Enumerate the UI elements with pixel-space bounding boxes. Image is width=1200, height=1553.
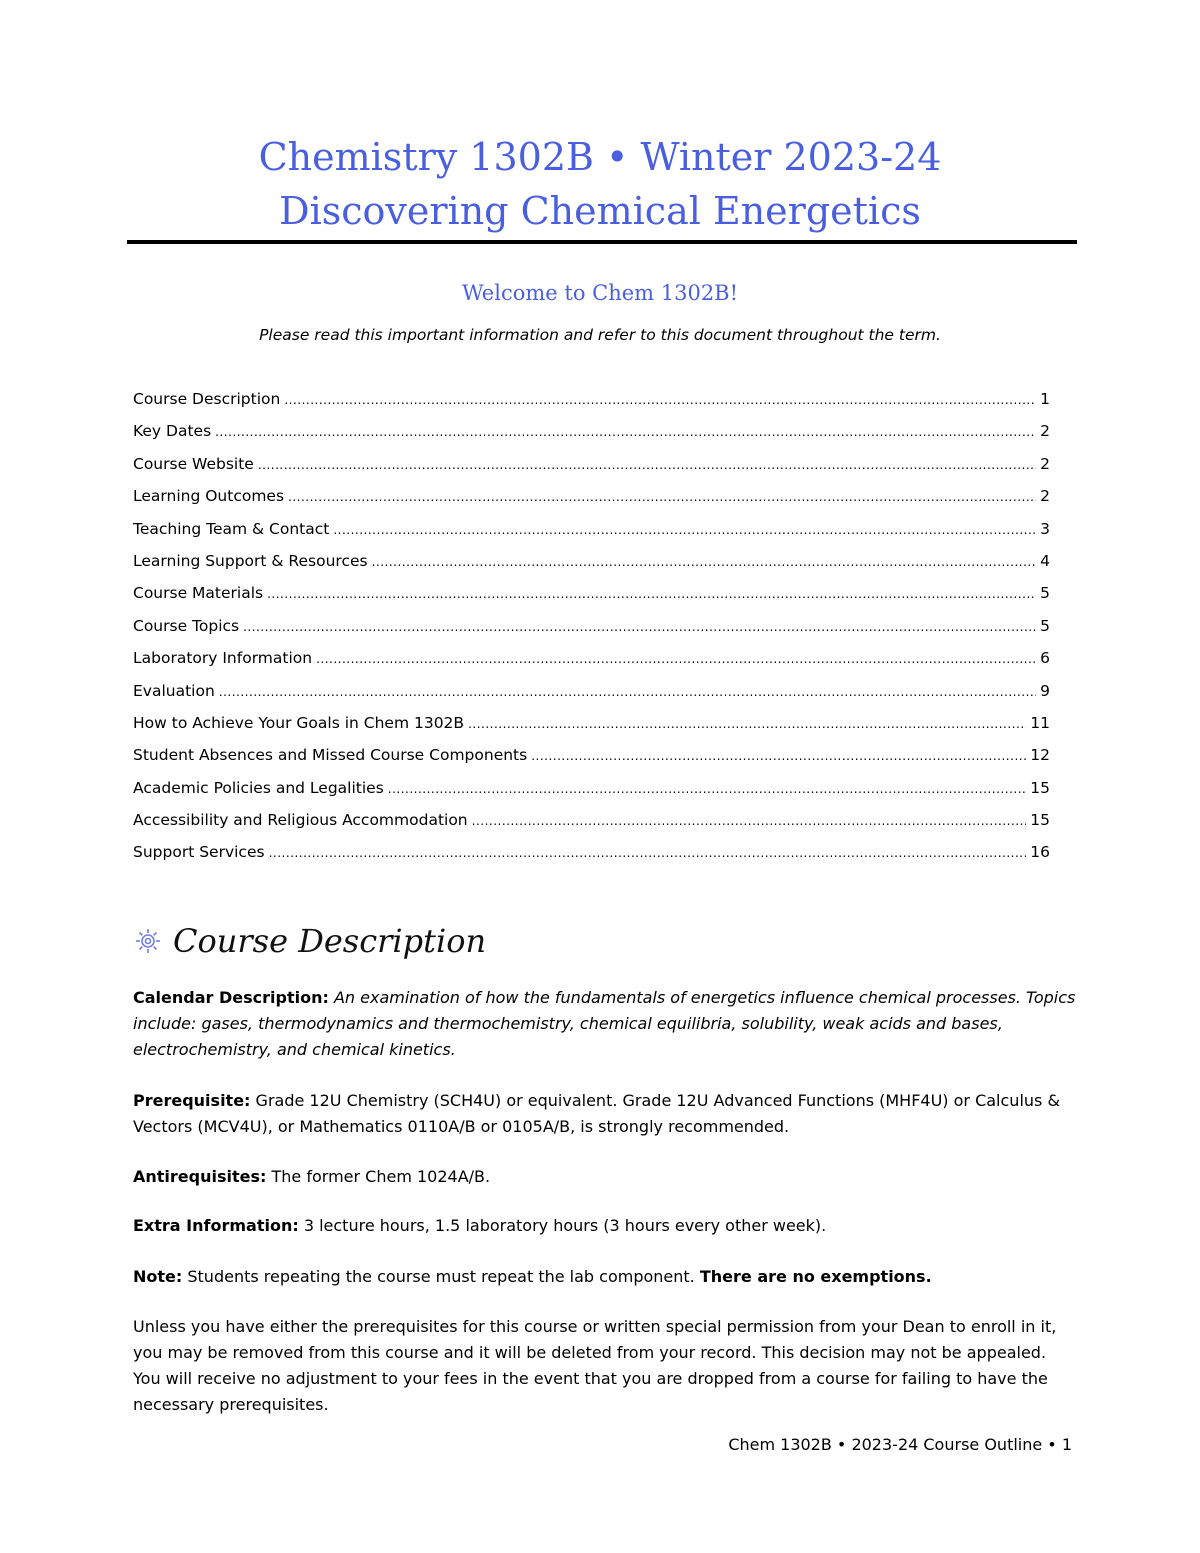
toc-dot-leader (288, 484, 1036, 510)
toc-entry[interactable] (133, 807, 1050, 839)
prerequisite-text: Grade 12U Chemistry (SCH4U) or equivalent. Grade 12U Advanced Functions (MHF4U) or Calculus & Vectors (MCV4U), or Mathematics 0110A/B or 0105A/B, is strongly recommended. (133, 1091, 1060, 1136)
prerequisite-label: Prerequisite: (133, 1091, 251, 1110)
toc-entry-label[interactable]: Laboratory Information (133, 649, 313, 668)
prerequisite-paragraph (133, 1088, 1078, 1140)
toc-entry-label[interactable]: Course Website (133, 454, 254, 473)
toc-dot-leader (267, 581, 1036, 607)
table-of-contents (133, 386, 1050, 872)
toc-page-number[interactable]: 5 (1040, 584, 1050, 603)
toc-entry-label[interactable]: Academic Policies and Legalities (133, 778, 384, 797)
toc-entry[interactable] (133, 386, 1050, 418)
toc-dot-leader (316, 646, 1036, 672)
toc-page-number[interactable]: 2 (1040, 454, 1050, 473)
toc-dot-leader (284, 387, 1036, 413)
toc-page-number[interactable]: 11 (1030, 713, 1050, 732)
extra-information-paragraph (133, 1213, 1078, 1239)
page-footer: Chem 1302B • 2023-24 Course Outline • 1 (728, 1435, 1072, 1454)
toc-dot-leader (333, 517, 1036, 543)
toc-dot-leader (258, 452, 1036, 478)
toc-page-number[interactable]: 6 (1040, 649, 1050, 668)
toc-dot-leader (219, 679, 1036, 705)
toc-dot-leader (388, 776, 1026, 802)
antirequisites-label: Antirequisites: (133, 1167, 267, 1186)
title-line-1: Chemistry 1302B • Winter 2023-24 (258, 135, 942, 179)
calendar-description-text: An examination of how the fundamentals of energetics influence chemical processes. Topics include: gases, thermodynamics and thermochemistry, chemical equilibria, solubility, weak acids and bases, electrochemistry, and chemical kinetics. (133, 988, 1076, 1059)
toc-entry-label[interactable]: Accessibility and Religious Accommodation (133, 811, 468, 830)
removal-policy-paragraph: Unless you have either the prerequisites for this course or written special permission from your Dean to enroll in it, you may be removed from this course and it will be deleted from your record. This decision may not be appealed. You will receive no adjustment to your fees in the event that you are dropped from a course for failing to have the necessary prerequisites. (133, 1317, 1057, 1414)
toc-entry-label[interactable]: Key Dates (133, 422, 212, 441)
toc-entry[interactable] (133, 775, 1050, 807)
toc-page-number[interactable]: 5 (1040, 616, 1050, 635)
toc-page-number[interactable]: 9 (1040, 681, 1050, 700)
extra-information-label: Extra Information: (133, 1216, 299, 1235)
toc-entry[interactable] (133, 451, 1050, 483)
toc-page-number[interactable]: 3 (1040, 519, 1050, 538)
toc-dot-leader (468, 711, 1026, 737)
welcome-heading: Welcome to Chem 1302B! (461, 281, 739, 305)
document-title (0, 130, 1200, 238)
toc-page-number[interactable]: 1 (1040, 390, 1050, 408)
note-label: Note: (133, 1267, 183, 1286)
toc-page-number[interactable]: 4 (1040, 551, 1050, 570)
toc-dot-leader (269, 840, 1027, 866)
toc-entry[interactable] (133, 516, 1050, 548)
antirequisites-text: The former Chem 1024A/B. (271, 1167, 491, 1186)
toc-entry[interactable] (133, 678, 1050, 710)
toc-entry[interactable] (133, 645, 1050, 677)
toc-entry-label[interactable]: Learning Outcomes (133, 487, 285, 506)
toc-page-number[interactable]: 2 (1040, 422, 1050, 441)
toc-entry-label[interactable]: Support Services (133, 843, 265, 862)
toc-entry[interactable] (133, 742, 1050, 774)
toc-page-number[interactable]: 12 (1030, 746, 1050, 765)
toc-entry[interactable] (133, 613, 1050, 645)
calendar-description-paragraph (133, 985, 1078, 1063)
title-divider (127, 240, 1077, 244)
toc-page-number[interactable]: 15 (1030, 778, 1050, 797)
toc-dot-leader (531, 743, 1026, 769)
antirequisites-paragraph (133, 1164, 1078, 1190)
toc-entry[interactable] (133, 483, 1050, 515)
intro-instruction: Please read this important information and refer to this document throughout the term. (259, 326, 941, 344)
toc-page-number[interactable]: 2 (1040, 487, 1050, 506)
toc-entry-label[interactable]: Course Materials (133, 584, 264, 603)
toc-page-number[interactable]: 15 (1030, 811, 1050, 830)
title-line-2: Discovering Chemical Energetics (279, 189, 921, 233)
toc-dot-leader (472, 808, 1027, 834)
toc-entry-label[interactable]: Course Topics (133, 616, 240, 635)
note-text: Students repeating the course must repeat the lab component. (187, 1267, 695, 1286)
toc-entry-label[interactable]: Student Absences and Missed Course Components (133, 746, 528, 765)
gear-icon (133, 926, 163, 956)
calendar-description-label: Calendar Description: (133, 988, 329, 1007)
toc-entry[interactable] (133, 839, 1050, 871)
toc-entry[interactable] (133, 548, 1050, 580)
toc-entry[interactable] (133, 710, 1050, 742)
toc-dot-leader (215, 419, 1036, 445)
toc-dot-leader (243, 614, 1036, 640)
toc-entry[interactable] (133, 418, 1050, 450)
section-heading-course-description (133, 918, 1033, 964)
toc-entry[interactable] (133, 580, 1050, 612)
toc-entry-label[interactable]: Evaluation (133, 681, 215, 700)
note-emphasis: There are no exemptions. (699, 1267, 932, 1286)
toc-entry-label[interactable]: Learning Support & Resources (133, 551, 368, 570)
toc-entry-label[interactable]: Teaching Team & Contact (133, 519, 330, 538)
note-paragraph (133, 1264, 1078, 1290)
toc-dot-leader (372, 549, 1037, 575)
toc-page-number[interactable]: 16 (1030, 843, 1050, 862)
toc-entry-label[interactable]: How to Achieve Your Goals in Chem 1302B (133, 713, 465, 732)
section-heading-text: Course Description (173, 922, 487, 960)
extra-information-text: 3 lecture hours, 1.5 laboratory hours (3 hours every other week). (303, 1216, 827, 1235)
toc-entry-label[interactable]: Course Description (133, 390, 281, 408)
